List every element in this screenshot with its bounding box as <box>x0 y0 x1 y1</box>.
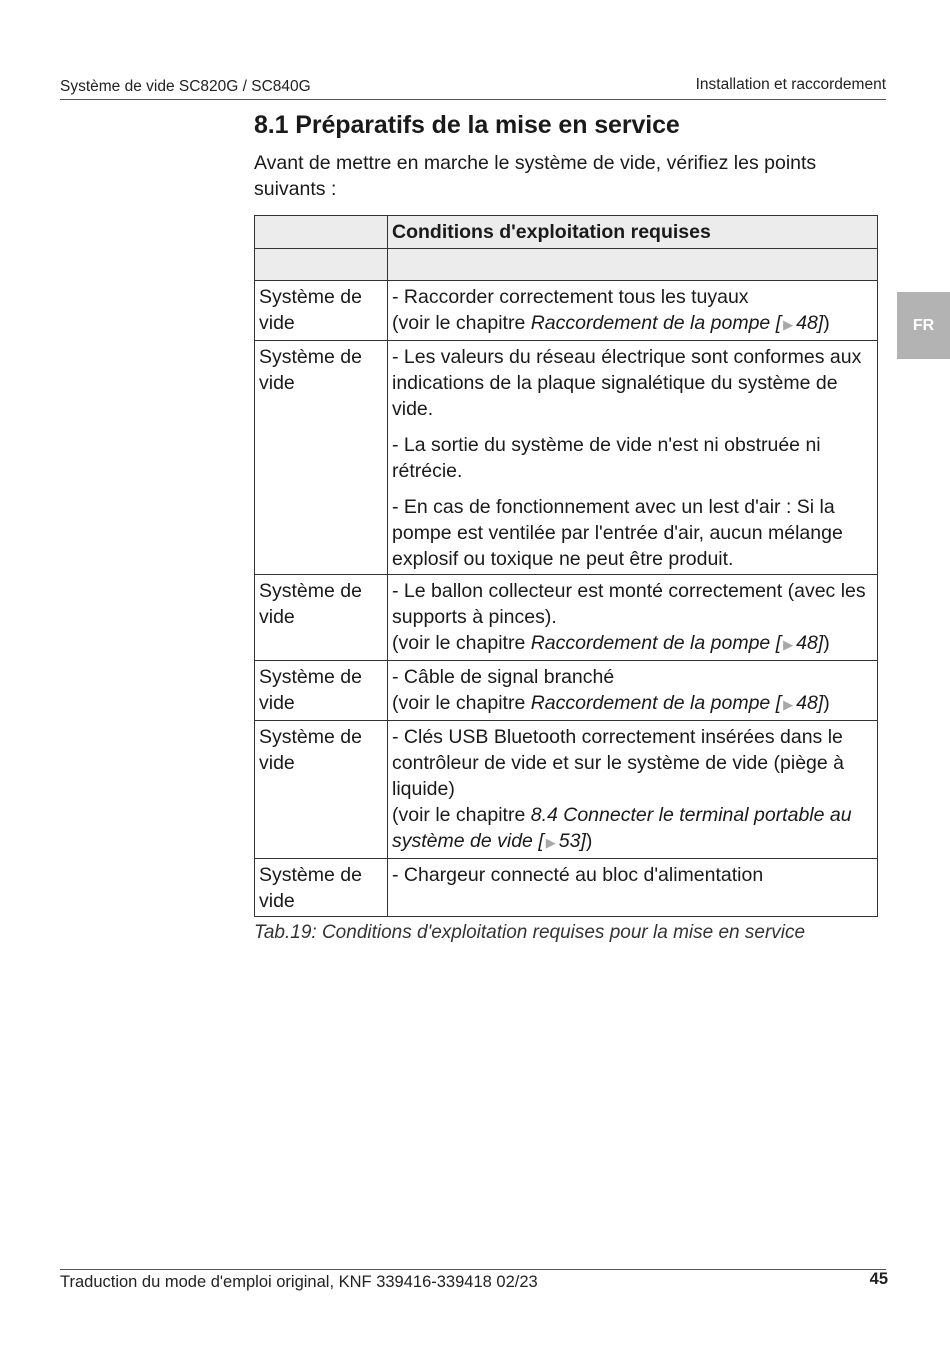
condition-paragraph <box>392 578 873 658</box>
reference-page[interactable]: 48] <box>796 312 824 334</box>
condition-text: - Raccorder correctement tous les tuyaux <box>392 286 749 308</box>
table-row <box>255 281 878 341</box>
chapter-reference[interactable] <box>392 310 873 338</box>
table-row <box>255 575 878 661</box>
table-blank-row <box>255 249 878 281</box>
component-cell: Système de vide <box>255 661 388 721</box>
condition-text: - Les valeurs du réseau électrique sont conformes aux indications de la plaque signalétique du système de vide. <box>392 346 862 420</box>
reference-page[interactable]: 48] <box>796 632 824 654</box>
component-cell: Système de vide <box>255 341 388 575</box>
table-header-component <box>255 216 388 249</box>
reference-link-text[interactable]: Raccordement de la pompe [ <box>530 692 782 714</box>
condition-text: - Clés USB Bluetooth correctement insérées dans le contrôleur de vide et sur le système de vide (piège à liquide) <box>392 726 844 800</box>
condition-text: - Le ballon collecteur est monté correctement (avec les supports à pinces). <box>392 580 866 628</box>
chapter-reference[interactable] <box>392 802 873 856</box>
condition-text: - Câble de signal branché <box>392 666 615 688</box>
condition-text: - La sortie du système de vide n'est ni obstruée ni rétrécie. <box>392 434 821 482</box>
table-row <box>255 661 878 721</box>
conditions-table <box>254 215 878 917</box>
condition-paragraph <box>392 344 873 422</box>
table-blank-cell <box>255 249 388 281</box>
reference-suffix: ) <box>585 830 593 852</box>
triangle-right-icon: ▶ <box>783 637 794 652</box>
reference-link-text[interactable]: Raccordement de la pompe [ <box>530 312 782 334</box>
condition-paragraph <box>392 432 873 484</box>
reference-prefix: (voir le chapitre <box>392 692 531 714</box>
table-caption: Tab.19: Conditions d'exploitation requises pour la mise en service <box>254 922 806 943</box>
component-cell: Système de vide <box>255 575 388 661</box>
page-number: 45 <box>869 1270 888 1288</box>
section-intro: Avant de mettre en marche le système de vide, vérifiez les points suivants : <box>254 152 817 200</box>
table-row <box>255 341 878 575</box>
table-header-row <box>255 216 878 249</box>
chapter-reference[interactable] <box>392 630 873 658</box>
table-row <box>255 721 878 859</box>
condition-paragraph <box>392 862 873 888</box>
condition-paragraph <box>392 724 873 856</box>
condition-cell <box>388 575 878 661</box>
condition-cell <box>388 721 878 859</box>
condition-text: - En cas de fonctionnement avec un lest d'air : Si la pompe est ventilée par l'entrée d'air, aucun mélange explosif ou toxique ne peut être produit. <box>392 496 843 570</box>
footer-rule <box>60 1269 886 1270</box>
condition-cell <box>388 341 878 575</box>
reference-suffix: ) <box>823 692 830 714</box>
triangle-right-icon: ▶ <box>783 697 794 712</box>
table-row <box>255 859 878 917</box>
running-header-left: Système de vide SC820G / SC840G <box>60 78 311 95</box>
header-rule <box>60 99 886 100</box>
condition-paragraph <box>392 494 873 572</box>
triangle-right-icon: ▶ <box>545 835 556 850</box>
main-content <box>254 108 878 946</box>
reference-prefix: (voir le chapitre <box>392 632 531 654</box>
reference-prefix: (voir le chapitre <box>392 804 531 826</box>
footer-text: Traduction du mode d'emploi original, KNF 339416-339418 02/23 <box>60 1273 538 1291</box>
chapter-reference[interactable] <box>392 690 873 718</box>
reference-page[interactable]: 53] <box>558 830 586 852</box>
component-cell: Système de vide <box>255 859 388 917</box>
section-title: 8.1 Préparatifs de la mise en service <box>254 111 680 139</box>
running-header-right: Installation et raccordement <box>695 76 886 93</box>
condition-paragraph <box>392 284 873 338</box>
reference-link-text[interactable]: 8.4 Connecter le terminal portable au système de vide [ <box>392 804 852 852</box>
triangle-right-icon: ▶ <box>783 317 794 332</box>
language-tab: FR <box>897 292 950 359</box>
reference-link-text[interactable]: Raccordement de la pompe [ <box>530 632 782 654</box>
component-cell: Système de vide <box>255 721 388 859</box>
condition-text: - Chargeur connecté au bloc d'alimentation <box>392 864 764 886</box>
condition-paragraph <box>392 664 873 718</box>
reference-page[interactable]: 48] <box>796 692 824 714</box>
reference-suffix: ) <box>823 632 830 654</box>
table-blank-cell <box>388 249 878 281</box>
reference-suffix: ) <box>823 312 830 334</box>
condition-cell <box>388 281 878 341</box>
condition-cell <box>388 859 878 917</box>
condition-cell <box>388 661 878 721</box>
reference-prefix: (voir le chapitre <box>392 312 531 334</box>
table-body <box>255 281 878 917</box>
table-header-conditions: Conditions d'exploitation requises <box>388 216 878 249</box>
component-cell: Système de vide <box>255 281 388 341</box>
